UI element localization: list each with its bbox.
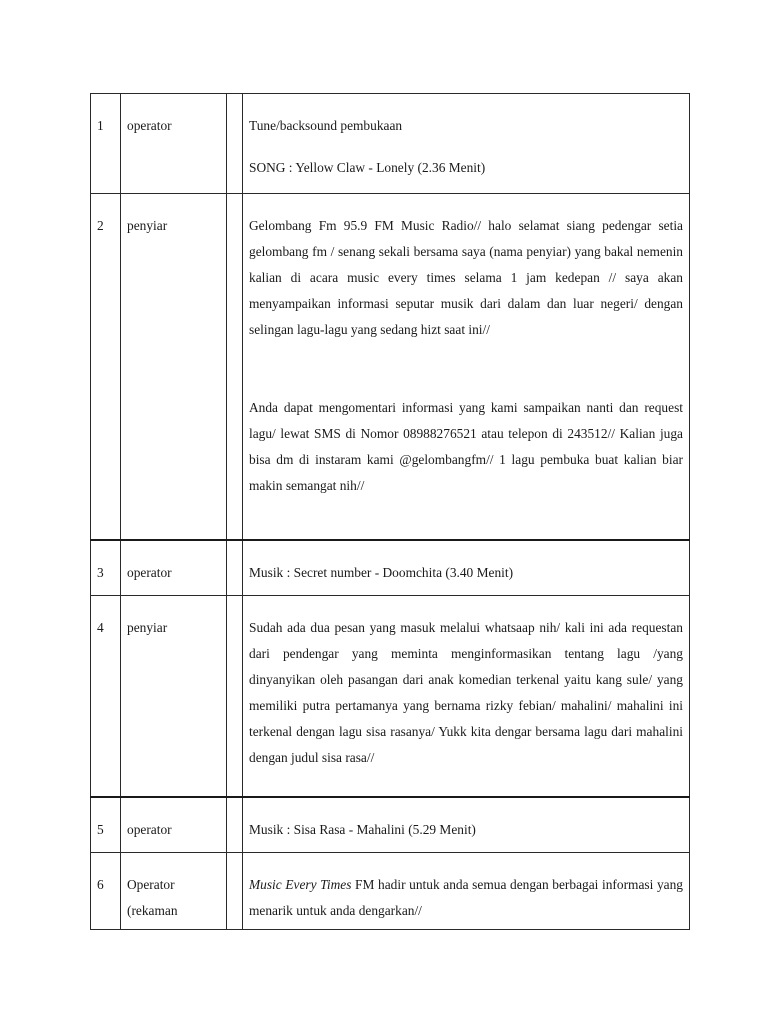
- row-role: operator: [127, 564, 172, 580]
- spacer-cell: [227, 94, 243, 194]
- spacer-cell: [227, 540, 243, 596]
- row-role: penyiar: [127, 620, 168, 635]
- script-table: [90, 93, 690, 930]
- row-text: [249, 872, 683, 924]
- table-row: [91, 194, 690, 540]
- table-row: [91, 540, 690, 596]
- spacer-cell: [227, 853, 243, 930]
- row-text: Gelombang Fm 95.9 FM Music Radio// halo selamat siang pedengar setia gelombang fm / senang sekali bersama saya (nama penyiar) yang bakal nemenin kalian di acara music every times selama 1 jam kedepan // saya akan menyampaikan informasi seputar musik dari dalam dan luar negeri/ dengan selingan lagu-lagu yang sedang hizt saat ini//: [249, 218, 683, 337]
- table-row: [91, 797, 690, 853]
- table-row: [91, 853, 690, 930]
- row-role: operator: [127, 821, 172, 837]
- spacer-cell: [227, 194, 243, 540]
- row-role: Operator (rekaman: [127, 877, 178, 918]
- row-number: 1: [97, 118, 104, 133]
- row-text-rest: FM hadir untuk anda semua dengan berbagai informasi yang menarik untuk anda dengarkan//: [249, 877, 683, 918]
- row-text: Musik : Sisa Rasa - Mahalini (5.29 Menit): [249, 821, 476, 837]
- spacer-cell: [227, 596, 243, 797]
- row-text: Anda dapat mengomentari informasi yang kami sampaikan nanti dan request lagu/ lewat SMS di Nomor 08988276521 atau telepon di 243512// Kalian juga bisa dm di instaram kami @gelombangfm// 1 lagu pembuka buat kalian biar makin semangat nih//: [249, 400, 683, 493]
- row-text: Tune/backsound pembukaan: [249, 118, 403, 133]
- table-row: [91, 94, 690, 194]
- row-role: penyiar: [127, 218, 168, 233]
- row-number: 4: [97, 620, 104, 635]
- row-number: 6: [97, 877, 104, 892]
- row-text: SONG : Yellow Claw - Lonely (2.36 Menit): [249, 160, 486, 175]
- spacer-cell: [227, 797, 243, 853]
- row-number: 5: [97, 821, 104, 837]
- program-name: Music Every Times: [249, 877, 352, 892]
- row-text: Musik : Secret number - Doomchita (3.40 Menit): [249, 564, 514, 580]
- row-role: operator: [127, 118, 172, 133]
- row-number: 3: [97, 564, 104, 580]
- table-row: [91, 596, 690, 797]
- row-text: Sudah ada dua pesan yang masuk melalui whatsaap nih/ kali ini ada requestan dari pendengar yang meminta menginformasikan tentang lagu /yang dinyanyikan oleh pasangan dari anak komedian terkenal yaitu kang sule/ yang memiliki putra pertamanya yang bernama rizky febian/ mahalini/ mahalini ini terkenal dengan lagu sisa rasanya/ Yukk kita dengar bersama lagu dari mahalini dengan judul sisa rasa//: [249, 620, 683, 765]
- row-number: 2: [97, 218, 104, 233]
